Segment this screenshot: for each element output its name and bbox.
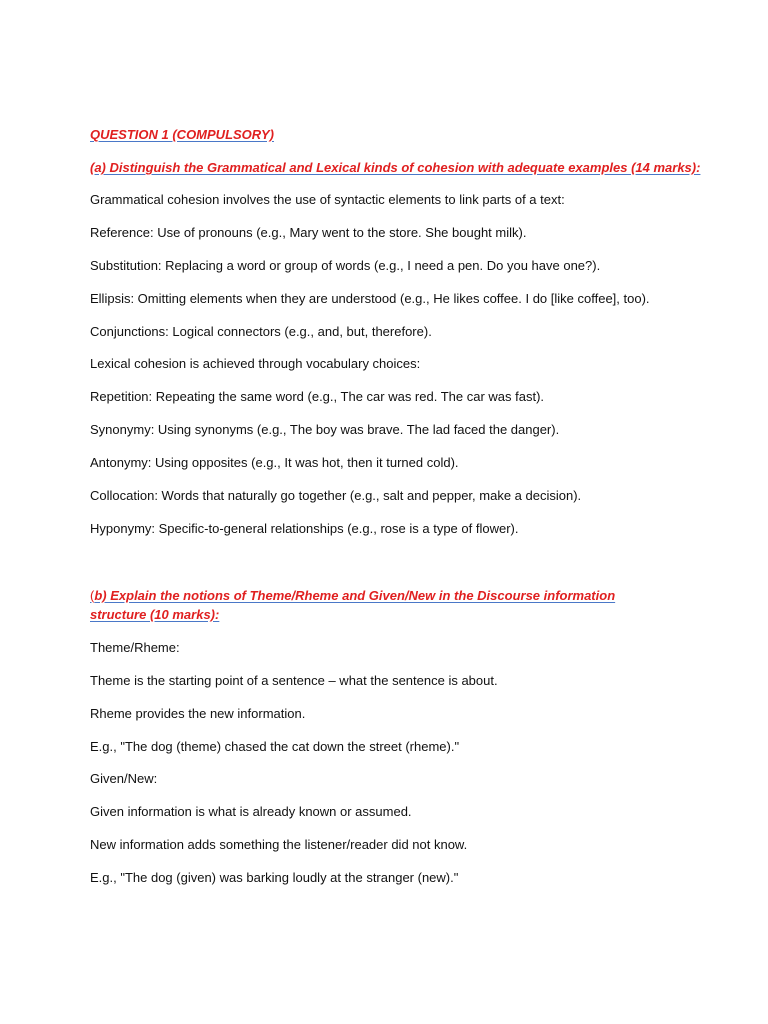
part-b-heading-prefix: ( xyxy=(90,588,95,603)
part-a-line: Conjunctions: Logical connectors (e.g., and, but, therefore). xyxy=(90,324,432,339)
part-b-line: Theme is the starting point of a sentence – what the sentence is about. xyxy=(90,673,498,688)
part-a-line: Reference: Use of pronouns (e.g., Mary went to the store. She bought milk). xyxy=(90,225,527,240)
part-b-heading-text: b) Explain the notions of Theme/Rheme and Given/New in the Discourse information structure (10 marks): xyxy=(90,588,616,622)
question-title: QUESTION 1 (COMPULSORY) xyxy=(90,127,274,142)
part-b-line: E.g., "The dog (theme) chased the cat down the street (rheme)." xyxy=(90,739,460,754)
part-b-line: Given/New: xyxy=(90,771,158,786)
part-a-heading: (a) Distinguish the Grammatical and Lexical kinds of cohesion with adequate examples (14 marks): xyxy=(90,160,701,175)
part-b-heading xyxy=(90,586,668,624)
part-a-line: Antonymy: Using opposites (e.g., It was hot, then it turned cold). xyxy=(90,455,459,470)
part-a-line: Lexical cohesion is achieved through vocabulary choices: xyxy=(90,356,421,371)
part-a-line: Substitution: Replacing a word or group of words (e.g., I need a pen. Do you have one?). xyxy=(90,258,601,273)
part-a-line: Synonymy: Using synonyms (e.g., The boy was brave. The lad faced the danger). xyxy=(90,422,560,437)
part-b-line: New information adds something the listener/reader did not know. xyxy=(90,837,468,852)
part-a-line: Grammatical cohesion involves the use of syntactic elements to link parts of a text: xyxy=(90,192,565,207)
part-b-line: Given information is what is already known or assumed. xyxy=(90,804,412,819)
part-a-line: Ellipsis: Omitting elements when they are understood (e.g., He likes coffee. I do [like coffee], too). xyxy=(90,291,650,306)
part-a-line: Hyponymy: Specific-to-general relationships (e.g., rose is a type of flower). xyxy=(90,521,519,536)
part-b-line: Theme/Rheme: xyxy=(90,640,180,655)
part-b-line: E.g., "The dog (given) was barking loudly at the stranger (new)." xyxy=(90,870,459,885)
part-b-line: Rheme provides the new information. xyxy=(90,706,306,721)
part-a-line: Collocation: Words that naturally go together (e.g., salt and pepper, make a decision). xyxy=(90,488,582,503)
part-a-line: Repetition: Repeating the same word (e.g., The car was red. The car was fast). xyxy=(90,389,545,404)
